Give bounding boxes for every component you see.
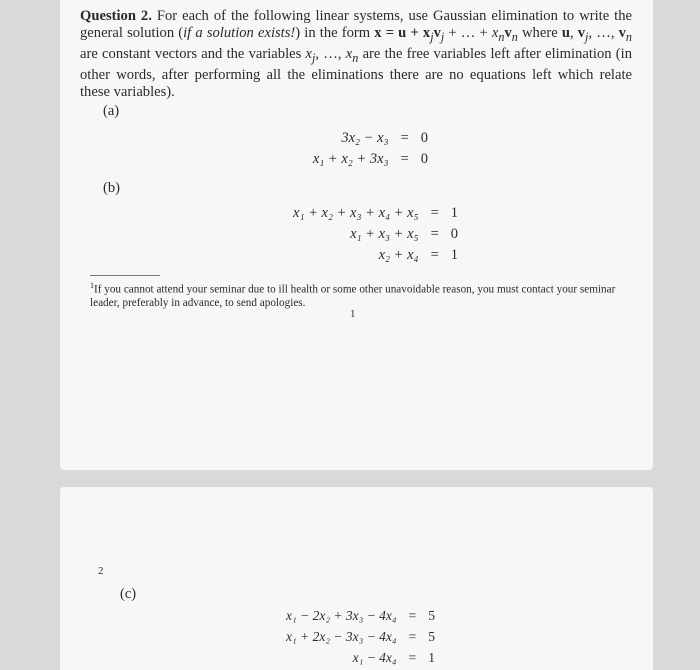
equals-sign: = [408, 649, 417, 665]
equals-sign: = [430, 247, 439, 263]
question-heading: Question 2. [80, 8, 152, 24]
footnote [90, 279, 630, 311]
equation-rhs: 1 [450, 247, 458, 263]
part-c-label: (c) [120, 586, 137, 602]
equation-rhs: 0 [420, 151, 428, 167]
equals-sign: = [400, 130, 409, 146]
equation-row [286, 605, 435, 626]
equation-rhs: 1 [450, 205, 458, 221]
part-a-label: (a) [103, 103, 120, 119]
equation-lhs: x₁ + x₂ + x₃ + x₄ + x₅ [293, 205, 419, 221]
system-b [293, 203, 458, 266]
equals-sign: = [430, 205, 439, 221]
equation-row [293, 224, 458, 245]
equation-lhs: x₁ + 2x₂ − 3x₃ − 4x₄ [286, 628, 397, 644]
equation-rhs: 1 [428, 649, 435, 665]
free-variable-list: $x_j$, …, $x_n$ [305, 45, 359, 65]
equation-rhs: 5 [428, 628, 435, 644]
equation-row [286, 626, 435, 647]
page-number: 2 [98, 565, 104, 577]
footnote-text: If you cannot attend your seminar due to ill health or some other unavoidable reason, you must contact your seminar leader, preferably in advance, to send apologies. [90, 283, 616, 310]
equation-row [313, 149, 428, 170]
emphasis-text: if a solution exists! [183, 25, 296, 41]
equation-lhs: x₁ − 4x₄ [352, 649, 397, 665]
equation-row [293, 203, 458, 224]
system-c [286, 605, 435, 668]
general-solution-formula: $x = u + x_jv_j$ + … + $x_nv_n$ [374, 25, 518, 44]
equation-rhs: 0 [450, 226, 458, 242]
footnote-divider [90, 275, 160, 276]
part-b-label: (b) [103, 180, 120, 196]
vector-list: u, $v_j$, …, $v_n$ [561, 25, 632, 44]
equation-lhs: 3x₂ − x₃ [341, 130, 389, 146]
equation-rhs: 0 [420, 130, 428, 146]
document-page-1 [60, 0, 653, 470]
equals-sign: = [430, 226, 439, 242]
equation-rhs: 5 [428, 607, 435, 623]
system-a [313, 128, 428, 170]
equation-row [293, 245, 458, 266]
footnote-marker: 1 [90, 281, 94, 290]
equation-row [313, 128, 428, 149]
equals-sign: = [400, 151, 409, 167]
equals-sign: = [408, 607, 417, 623]
question-text: Question 2. For each of the following linear systems, use Gaussian elimination to write the general solution (if a solution exists!) in the form $x = u + x_jv_j$ + … + $x_nv_n$ where u, $v_j$, …, $v_n$ are constant vectors and the variables $x_j$, …, $x_n$ are the free variables left after elimination (in other words, after performing all the eliminations there are no equations left which relate these variables). [80, 8, 632, 100]
document-page-2 [60, 487, 653, 670]
equation-lhs: x₁ + x₃ + x₅ [350, 226, 419, 242]
equation-lhs: x₁ − 2x₂ + 3x₃ − 4x₄ [286, 607, 397, 623]
equals-sign: = [408, 628, 417, 644]
equation-row [286, 647, 435, 668]
equation-lhs: x₂ + x₄ [378, 247, 419, 263]
page-number: 1 [350, 308, 356, 320]
equation-lhs: x₁ + x₂ + 3x₃ [312, 151, 389, 167]
